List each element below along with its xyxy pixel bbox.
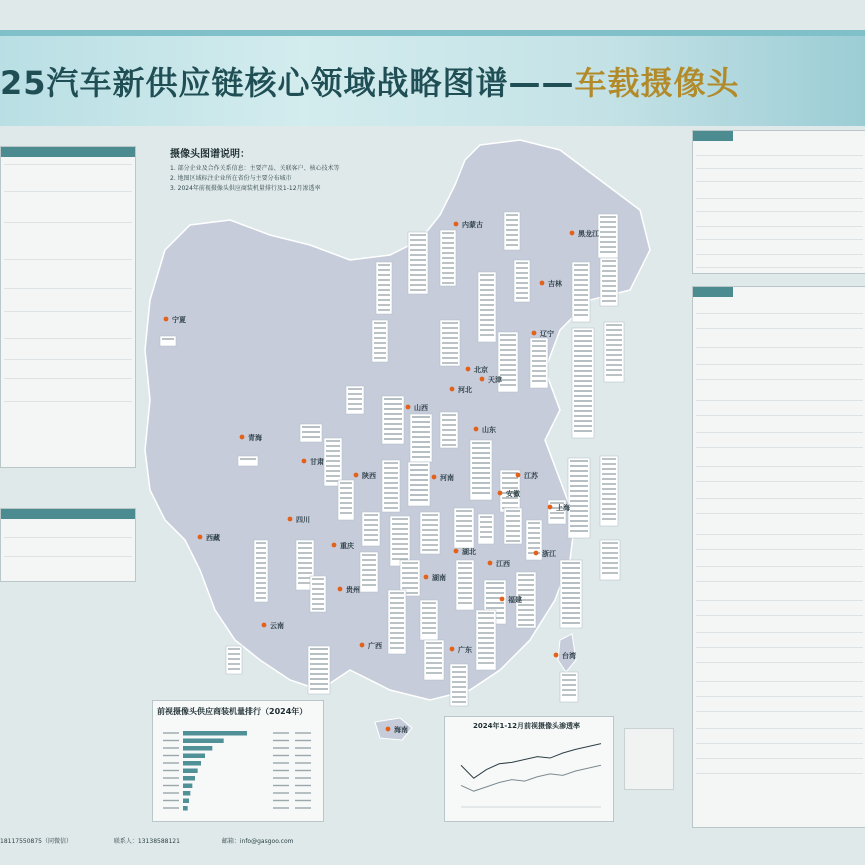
bar-chart-title: 前视摄像头供应商装机量排行（2024年） <box>157 707 308 716</box>
company-box <box>238 456 258 466</box>
province-marker <box>480 377 485 382</box>
province-label: 河南 <box>440 474 454 482</box>
company-box <box>226 646 242 674</box>
province-label: 宁夏 <box>172 316 186 324</box>
company-box <box>360 552 378 592</box>
bar <box>183 791 190 796</box>
company-box <box>310 576 326 612</box>
province-label: 浙江 <box>542 550 556 558</box>
province-marker <box>570 231 575 236</box>
province-label: 吉林 <box>548 280 562 288</box>
series-line <box>461 744 601 779</box>
legend-title: 摄像头图谱说明： <box>170 149 250 160</box>
company-box <box>382 396 404 444</box>
legend-line: 1. 部分企业及合作关系信息：主要产品、关联客户、核心技术等 <box>170 165 340 172</box>
bar <box>183 769 198 774</box>
company-box <box>560 560 582 628</box>
province-marker <box>454 549 459 554</box>
province-label: 江西 <box>496 560 510 568</box>
province-label: 陕西 <box>362 472 376 480</box>
footer-contact: 联系人：13138588121 <box>113 838 180 845</box>
company-box <box>504 212 520 250</box>
province-label: 江苏 <box>524 472 538 480</box>
company-box <box>440 412 458 448</box>
province-label: 贵州 <box>346 586 360 594</box>
company-box <box>408 232 428 294</box>
company-box <box>478 514 494 544</box>
province-marker <box>240 435 245 440</box>
footer-phone: 18117550875（同微信） <box>0 838 72 845</box>
province-marker <box>534 551 539 556</box>
province-marker <box>548 505 553 510</box>
province-29 <box>554 651 576 660</box>
province-marker <box>516 473 521 478</box>
province-marker <box>262 623 267 628</box>
province-label: 云南 <box>270 622 284 630</box>
footer-email: 邮箱：info@gasgoo.com <box>221 838 294 845</box>
bar-chart-panel <box>152 700 324 822</box>
company-box <box>514 260 530 302</box>
title-sub: 车载摄像头 <box>574 64 740 102</box>
bar <box>183 746 212 751</box>
company-box <box>604 322 624 382</box>
province-label: 台湾 <box>562 652 576 660</box>
province-label: 广东 <box>458 646 472 654</box>
line-chart-panel <box>444 716 614 822</box>
province-marker <box>450 387 455 392</box>
province-marker <box>498 491 503 496</box>
bar <box>183 731 247 736</box>
province-label: 内蒙古 <box>462 221 483 229</box>
series-line <box>461 765 601 791</box>
province-marker <box>302 459 307 464</box>
province-marker <box>500 597 505 602</box>
province-label: 广西 <box>368 642 382 650</box>
legend-line: 3. 2024年前视摄像头供应商装机量排行及1-12月渗透率 <box>170 185 321 192</box>
province-marker <box>454 222 459 227</box>
province-marker <box>554 653 559 658</box>
line-chart-title: 2024年1-12月前视摄像头渗透率 <box>473 722 580 730</box>
company-box <box>388 590 406 654</box>
company-box <box>600 258 618 306</box>
company-box <box>300 424 322 442</box>
company-box <box>390 516 410 566</box>
province-label: 安徽 <box>506 490 520 498</box>
company-box <box>598 214 618 258</box>
province-marker <box>386 727 391 732</box>
province-marker <box>424 575 429 580</box>
bar <box>183 776 195 781</box>
company-box <box>530 338 548 388</box>
province-marker <box>466 367 471 372</box>
legend-line: 2. 地图区域标注企业所在省份与主要分布城市 <box>170 175 292 182</box>
province-label: 青海 <box>248 434 262 442</box>
company-box <box>376 262 392 314</box>
company-box <box>450 664 468 706</box>
province-marker <box>432 475 437 480</box>
company-box <box>372 320 388 362</box>
company-box <box>600 456 618 526</box>
company-box <box>478 272 496 342</box>
province-marker <box>198 535 203 540</box>
company-box <box>476 610 496 670</box>
bar-chart <box>153 701 323 821</box>
province-marker <box>488 561 493 566</box>
company-box <box>424 640 444 680</box>
province-marker <box>540 281 545 286</box>
province-label: 湖南 <box>432 574 446 582</box>
company-box <box>454 508 474 548</box>
bar <box>183 806 188 811</box>
province-label: 西藏 <box>206 534 220 542</box>
company-box <box>338 480 354 520</box>
province-marker <box>288 517 293 522</box>
province-label: 辽宁 <box>540 330 554 338</box>
title-main: 25汽车新供应链核心领域战略图谱—— <box>0 64 575 102</box>
company-box <box>600 540 620 580</box>
province-label: 山西 <box>414 404 428 412</box>
company-box <box>420 600 438 640</box>
footer <box>0 836 333 845</box>
company-box <box>572 328 594 438</box>
company-box <box>254 540 268 602</box>
company-box <box>440 230 456 286</box>
bar <box>183 739 224 744</box>
province-marker <box>360 643 365 648</box>
province-marker <box>164 317 169 322</box>
company-box <box>408 462 430 506</box>
province-marker <box>474 427 479 432</box>
province-label: 海南 <box>394 726 408 734</box>
bar <box>183 761 201 766</box>
province-marker <box>354 473 359 478</box>
province-marker <box>450 647 455 652</box>
province-label: 福建 <box>508 596 522 604</box>
company-box <box>346 386 364 414</box>
province-label: 北京 <box>474 366 488 374</box>
province-label: 河北 <box>458 386 472 394</box>
inset-map <box>624 728 674 790</box>
company-box <box>560 672 578 702</box>
province-label: 黑龙江 <box>578 230 599 238</box>
legend-panel <box>170 145 470 194</box>
company-box <box>420 512 440 554</box>
province-marker <box>338 587 343 592</box>
province-label: 甘肃 <box>310 458 324 466</box>
company-box <box>440 320 460 366</box>
company-box <box>382 460 400 512</box>
company-box <box>572 262 590 322</box>
company-box <box>308 646 330 694</box>
company-box <box>470 440 492 500</box>
company-box <box>362 512 380 546</box>
company-box <box>568 458 590 538</box>
company-box <box>456 560 474 610</box>
bar <box>183 784 192 789</box>
province-label: 湖北 <box>462 548 476 556</box>
province-label: 重庆 <box>340 542 354 550</box>
province-marker <box>332 543 337 548</box>
province-label: 天津 <box>488 376 502 384</box>
line-chart <box>445 717 613 821</box>
company-box <box>504 508 522 544</box>
province-label: 四川 <box>296 516 310 524</box>
bar <box>183 799 189 804</box>
company-box <box>410 414 432 462</box>
province-label: 上海 <box>556 504 570 512</box>
province-label: 山东 <box>482 426 496 434</box>
province-marker <box>406 405 411 410</box>
province-marker <box>532 331 537 336</box>
company-box <box>324 438 342 486</box>
bar <box>183 754 205 759</box>
company-box <box>160 336 176 346</box>
